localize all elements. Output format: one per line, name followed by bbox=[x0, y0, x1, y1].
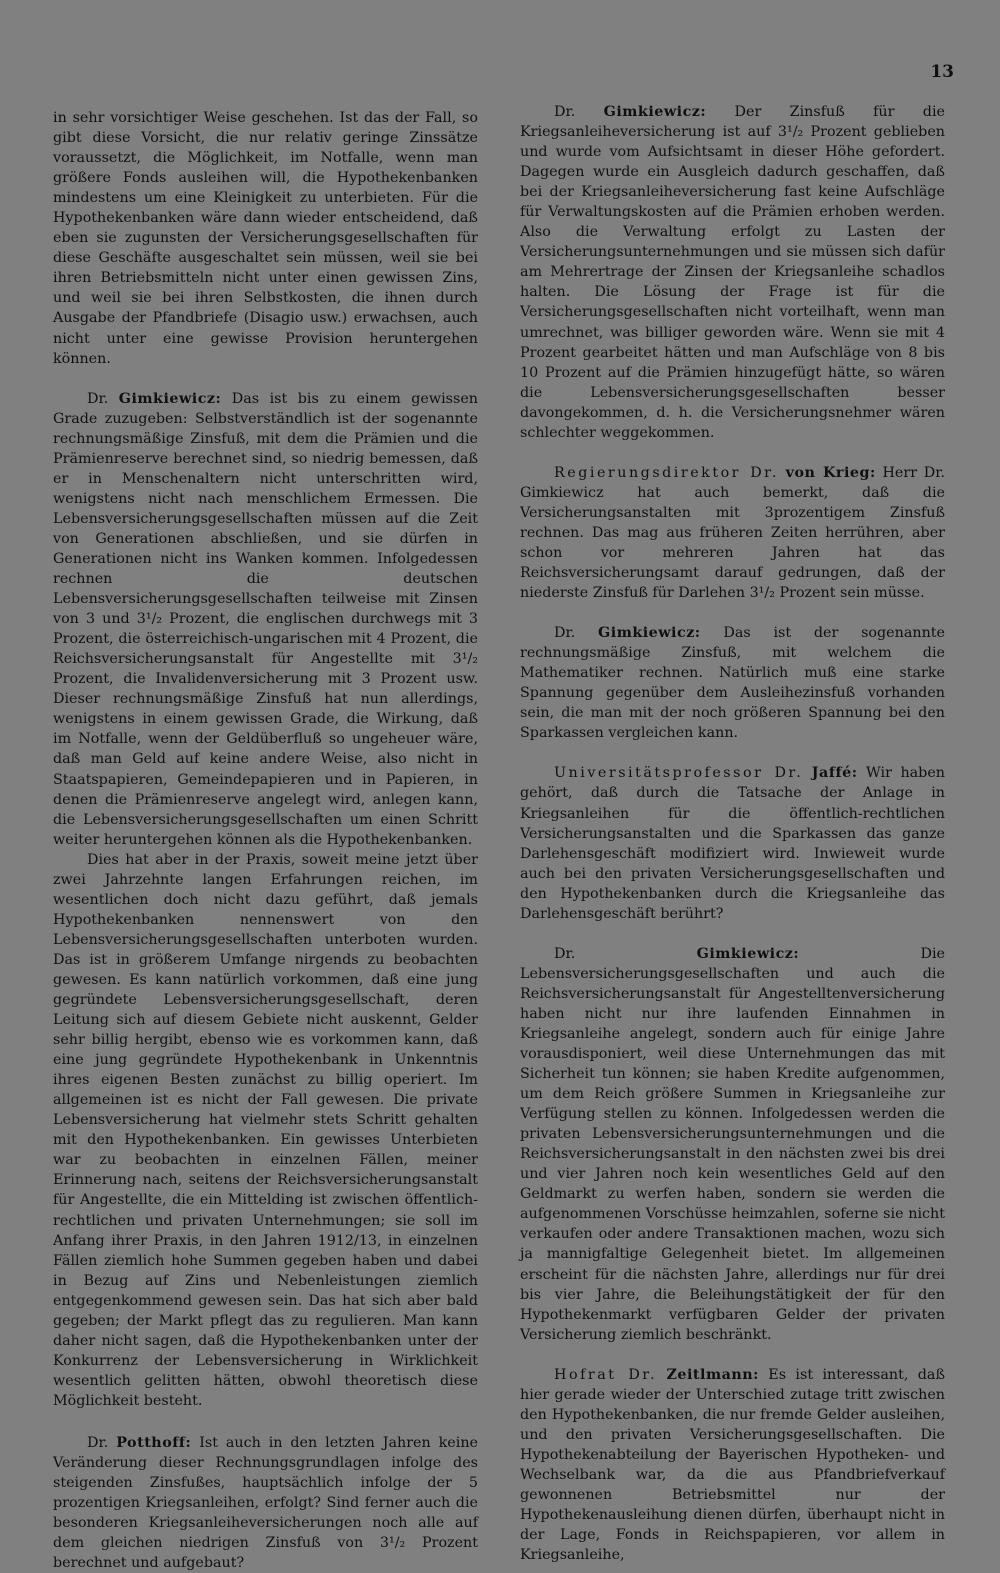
speaker-prefix: Universitätsprofessor Dr. bbox=[554, 765, 804, 782]
paragraph-text: Herr Dr. Gimkiewicz hat auch bemerkt, daß die Versicherungsanstalten mit 3prozentigem Zinsfuß rechnen. Das mag aus früheren Zeiten herrühren, aber schon vor mehreren Jahren hat das Reichsversicherungsamt darauf gedrungen, daß der niederste Zinsfuß für Darlehen 3¹/₂ Prozent sein müsse. bbox=[520, 464, 945, 602]
paragraph bbox=[520, 623, 945, 743]
speaker-name: Gimkiewicz: bbox=[118, 390, 222, 407]
paragraph bbox=[520, 944, 945, 1345]
speaker-name: Gimkiewicz: bbox=[598, 625, 701, 642]
paragraph bbox=[520, 102, 945, 443]
page-number: 13 bbox=[930, 62, 954, 82]
paragraph bbox=[520, 1365, 945, 1565]
paragraph bbox=[53, 389, 478, 850]
speaker-name: Gimkiewicz: bbox=[696, 945, 800, 962]
paragraph-text: Der Zinsfuß für die Kriegsanleiheversicherung ist auf 3¹/₂ Prozent geblieben und wurde vom Aufsichtsamt in dieser Höhe gefordert. Dagegen wurde ein Ausgleich dadurch geschaffen, daß bei der Kriegsanleiheversicherung fast keine Aufschläge für Verwaltungskosten auf die Prämien erhoben werden. Also die Verwaltung erfolgt zu Lasten der Versicherungsunternehmungen und sie müssen sich dafür am Mehrertrage der Zinsen der Kriegsanleihe schadlos halten. Die Lösung der Frage ist für die Versicherungsgesellschaften nicht vorteilhaft, wenn man umrechnet, was billiger geworden wäre. Wenn sie mit 4 Prozent gearbeitet hätten und man Aufschläge von 8 bis 10 Prozent auf die Prämien hinzugefügt hätte, so wären die Lebensversicherungsgesellschaften besser davongekommen, d. h. die Versicherungsnehmer wären schlechter weggekommen. bbox=[520, 104, 945, 441]
paragraph-text: Das ist der sogenannte rechnungsmäßige Zinsfuß, mit welchem die Mathematiker rechnen. Natürlich muß eine starke Spannung gegenüber dem Ausleihezinsfuß vorhanden sein, die man mit der noch größeren Spannung bei den Sparkassen vergleichen kann. bbox=[520, 625, 945, 742]
paragraph bbox=[520, 463, 945, 603]
paragraph bbox=[53, 850, 478, 1411]
paragraph-text: in sehr vorsichtiger Weise geschehen. Ist das der Fall, so gibt diese Vorsicht, die nur relativ geringe Zinssätze voraussetzt, die Möglichkeit, im Notfalle, wenn man größere Fonds ausleihen will, die Hypothekenbanken mindestens um eine Kleinigkeit zu unterbieten. Für die Hypothekenbanken wäre dann wieder entscheidend, daß eben sie zugunsten der Versicherungsgesellschaften für diese Geschäfte ausgeschaltet sein müssen, weil sie bei ihren Betriebsmitteln nicht unter einen gewissen Zins, und weil sie bei ihren Selbstkosten, die ihnen durch Ausgabe der Pfandbriefe (Disagio usw.) erwachsen, auch nicht unter eine gewisse Provision heruntergehen können. bbox=[53, 110, 478, 367]
paragraph-text: Es ist interessant, daß hier gerade wieder der Unterschied zutage tritt zwischen den Hypothekenbanken, die nur fremde Gelder ausleihen, und den privaten Versicherungsgesellschaften. Die Hypothekenabteilung der Bayerischen Hypotheken- und Wechselbank war, da die aus Pfandbriefverkauf gewonnenen Betriebsmittel nur der Hypothekenausleihung dienen dürfen, überhaupt nicht in der Lage, Fonds in Reichspapieren, vor allem in Kriegsanleihe, bbox=[520, 1366, 945, 1564]
paragraph bbox=[53, 108, 478, 369]
speaker-prefix: Dr. bbox=[554, 945, 576, 962]
paragraph-text: Wir haben gehört, daß durch die Tatsache der Anlage in Kriegsanleihen für die öffentlich-rechtlichen Versicherungsanstalten und die Sparkassen das ganze Darlehensgeschäft modifiziert wird. Inwieweit wurde auch bei den privaten Versicherungsgesellschaften und den Hypothekenbanken durch die Kriegsanleihe das Darlehensgeschäft berührt? bbox=[520, 765, 945, 922]
paragraph-text: Die Lebensversicherungsgesellschaften und auch die Reichsversicherungsanstalt für Angestelltenversicherung haben nicht nur ihre laufenden Einnahmen in Kriegsanleihe angelegt, sondern auch für einige Jahre vorausdisponiert, weil diese Unternehmungen das mit Sicherheit tun können; sie haben Kredite aufgenommen, um dem Reich größere Summen in Kriegsanleihe zur Verfügung stellen zu können. Infolgedessen werden die privaten Lebensversicherungsunternehmungen und die Reichsversicherungsanstalt in den nächsten zwei bis drei und vier Jahren noch kein wesentliches Geld auf den Geldmarkt zu werfen haben, sondern sie werden die aufgenommenen Vorschüsse heimzahlen, soferne sie nicht verkaufen oder andere Transaktionen machen, wozu sich ja mannigfaltige Gelegenheit bietet. Im allgemeinen erscheint für die nächsten Jahre, allerdings nur für drei bis vier Jahre, die Beleihungstätigkeit der für den Hypothekenmarkt verfügbaren Gelder der privaten Versicherung ziemlich beschränkt. bbox=[520, 945, 946, 1343]
speaker-name: Gimkiewicz: bbox=[603, 104, 707, 120]
speaker-prefix: Dr. bbox=[87, 1435, 109, 1451]
paragraph-text: Ist auch in den letzten Jahren keine Veränderung dieser Rechnungsgrundlagen infolge des steigenden Zinsfußes, hauptsächlich infolge der 5 prozentigen Kriegsanleihen, erfolgt? Sind ferner auch die besonderen Kriegsanleiheversicherungen noch alle auf dem gleichen niedrigen Zinsfuß von 3¹/₂ Prozent berechnet und aufgebaut? bbox=[53, 1435, 478, 1572]
paragraph-text: Dies hat aber in der Praxis, soweit meine jetzt über zwei Jahrzehnte langen Erfahrungen reichen, im wesentlichen doch nicht dazu geführt, daß jemals Hypothekenbanken nennenswert von den Lebensversicherungsgesellschaften unterboten wurden. Das ist in größerem Umfange nirgends zu beobachten gewesen. Es kann natürlich vorkommen, daß eine jung gegründete Lebensversicherungsgesellschaft, deren Leitung sich auf diesem Gebiete nicht auskennt, Gelder sehr billig hergibt, ebenso wie es vorkommen kann, daß eine jung gegründete Hypothekenbank in Unkenntnis ihres eigenen Besten zunächst zu billig operiert. Im allgemeinen ist es nicht der Fall gewesen. Die private Lebensversicherung hat vielmehr stets Schritt gehalten mit den Hypothekenbanken. Ein gewisses Unterbieten war zu beobachten in einzelnen Fällen, meiner Erinnerung nach, seitens der Reichsversicherungsanstalt für Angestellte, die ein Mittelding ist zwischen öffentlich-rechtlichen und privaten Unternehmungen; sie soll im Anfang ihrer Praxis, in den Jahren 1912/13, in einzelnen Fällen ziemlich hohe Summen gegeben haben und dabei in Bezug auf Zins und Nebenleistungen ziemlich entgegenkommend gewesen sein. Das hat sich aber bald gegeben; der Markt pflegt das zu regulieren. Man kann daher nicht sagen, daß die Hypothekenbanken unter der Konkurrenz der Lebensversicherung in Wirklichkeit wesentlich gelitten hätten, obwohl theoretisch diese Möglichkeit besteht. bbox=[53, 851, 478, 1409]
left-column bbox=[53, 108, 478, 1573]
speaker-prefix: Regierungsdirektor Dr. bbox=[554, 464, 779, 481]
speaker-name: Jaffé: bbox=[811, 765, 858, 782]
right-column bbox=[520, 102, 945, 1565]
speaker-name: Zeitlmann: bbox=[666, 1366, 759, 1383]
speaker-prefix: Dr. bbox=[554, 104, 576, 120]
speaker-name: Potthoff: bbox=[116, 1435, 192, 1451]
paragraph bbox=[53, 1433, 478, 1573]
speaker-name: von Krieg: bbox=[785, 464, 876, 481]
paragraph-text: Das ist bis zu einem gewissen Grade zuzugeben: Selbstverständlich ist der sogenannte rechnungsmäßige Zinsfuß, mit dem die Prämien und die Prämienreserve berechnet sind, so niedrig bemessen, daß er in Menschenaltern nicht unterschritten wird, wenigstens nicht nach menschlichem Ermessen. Die Lebensversicherungsgesellschaften müssen auf die Zeit von Generationen abschließen, und sie dürfen in Generationen nicht ins Wanken kommen. Infolgedessen rechnen die deutschen Lebensversicherungsgesellschaften teilweise mit Zinsen von 3 und 3¹/₂ Prozent, die englischen durchwegs mit 3 Prozent, die österreichisch-ungarischen mit 4 Prozent, die Reichsversicherungsanstalt für Angestellte mit 3¹/₂ Prozent, die Invalidenversicherung mit 3 Prozent usw. Dieser rechnungsmäßige Zinsfuß hat nun allerdings, wenigstens in einem gewissen Grade, die Wirkung, daß im Notfalle, wenn der Geldüberfluß so ungeheuer wäre, daß man Geld auf keine andere Weise, also nicht in Staatspapieren, Gemeindepapieren und in Papieren, in denen die Prämienreserve angelegt wird, anlegen kann, die Lebensversicherungsgesellschaften um einen Schritt weiter heruntergehen können als die Hypothekenbanken. bbox=[53, 390, 478, 848]
paragraph bbox=[520, 763, 945, 923]
speaker-prefix: Hofrat Dr. bbox=[554, 1366, 658, 1383]
speaker-prefix: Dr. bbox=[87, 390, 109, 407]
speaker-prefix: Dr. bbox=[554, 625, 576, 642]
